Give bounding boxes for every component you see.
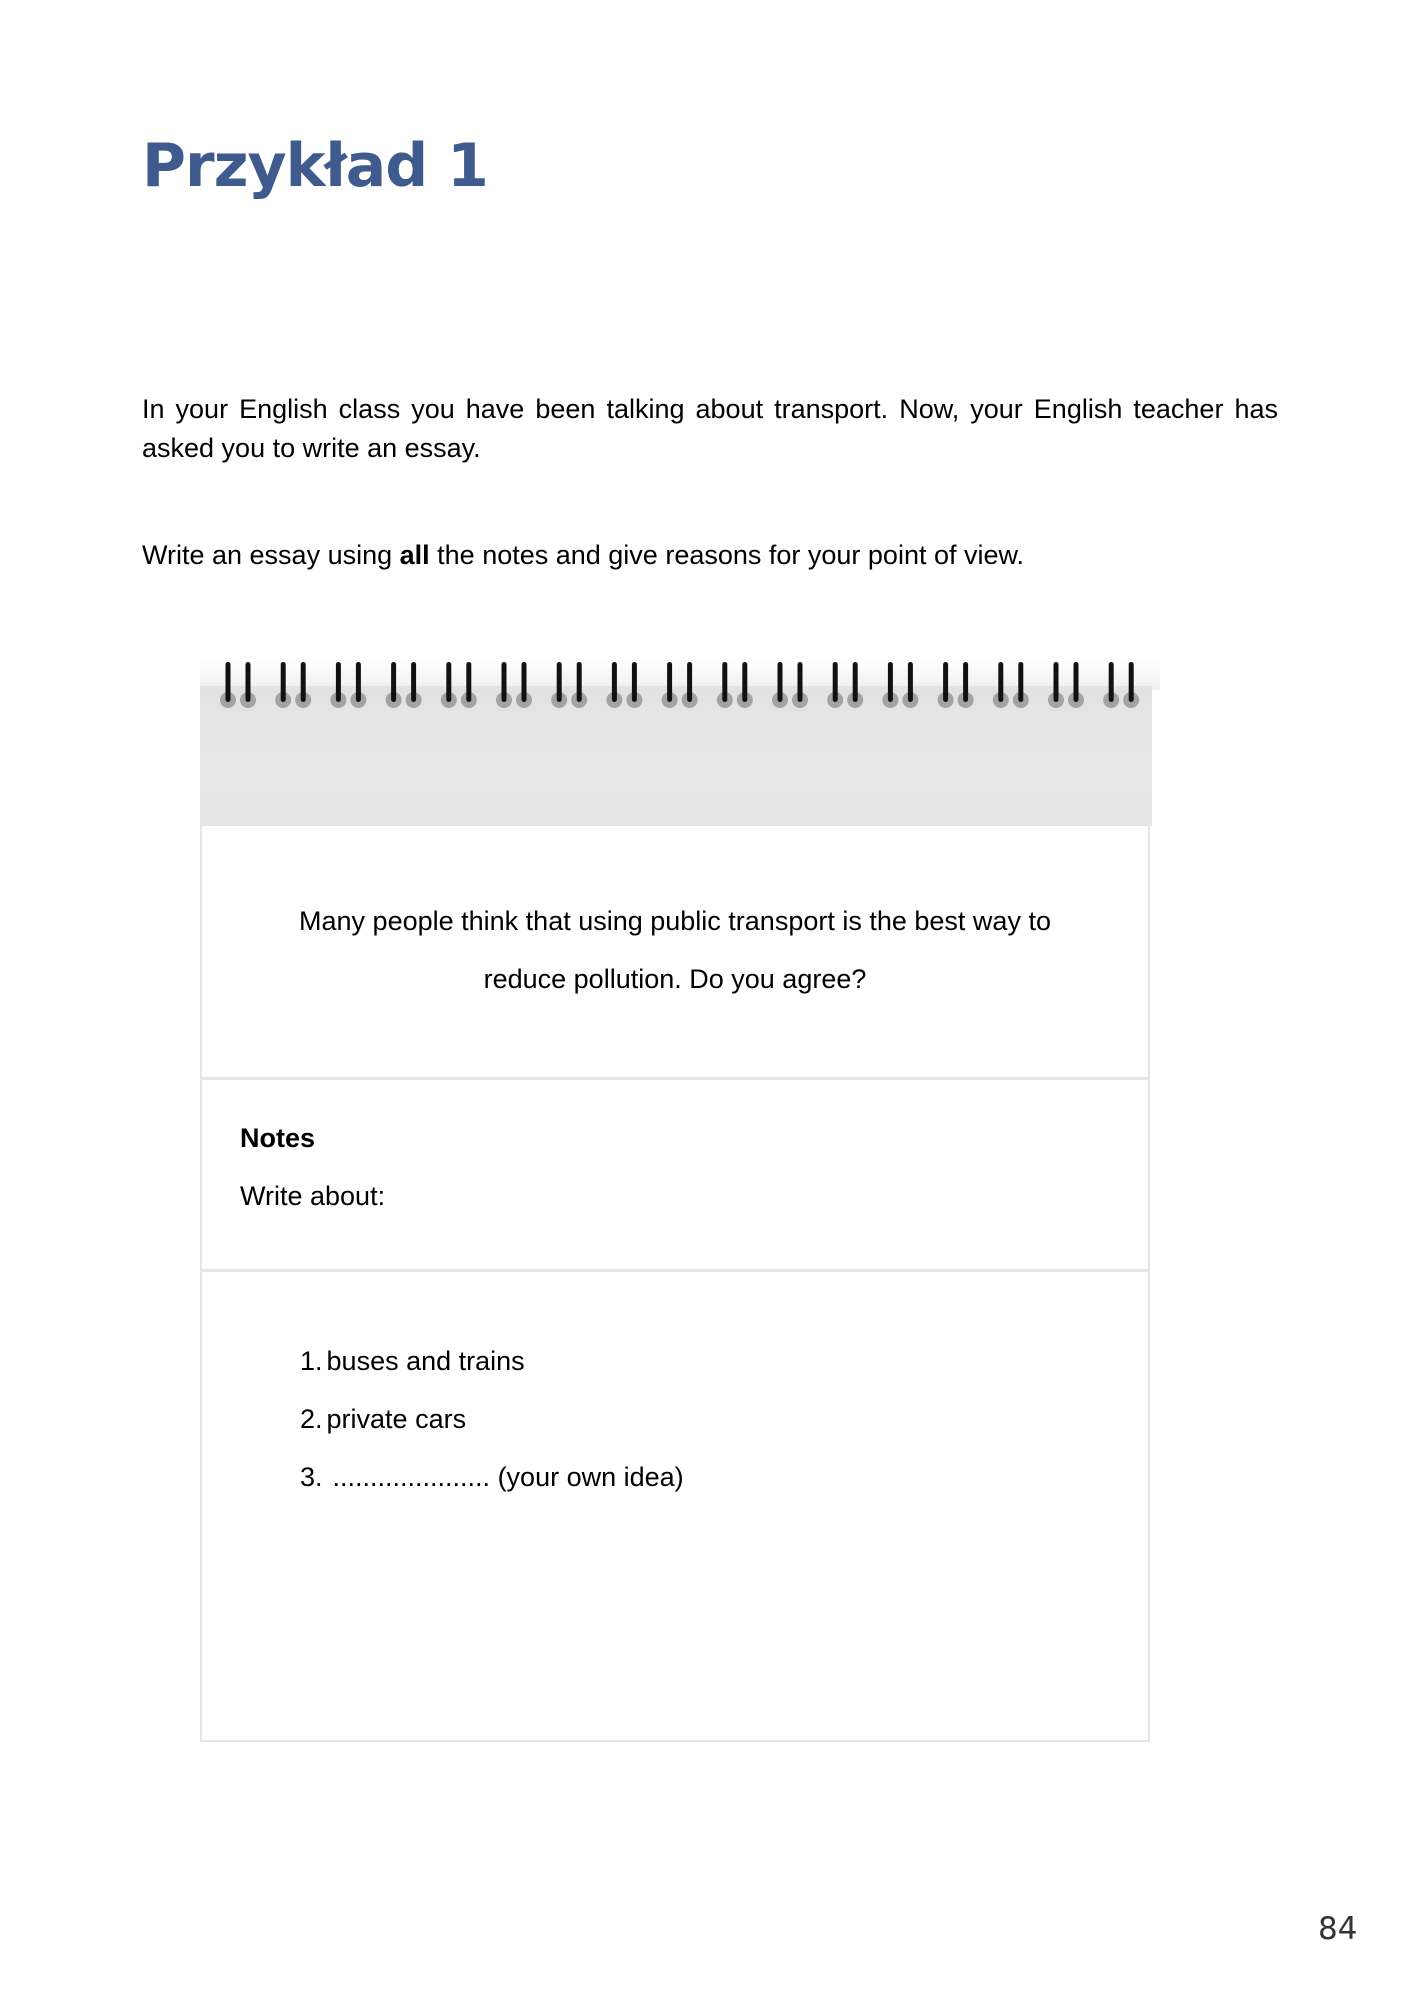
spiral-ring <box>827 662 863 708</box>
spiral-wire <box>1054 662 1059 702</box>
list-item-text: ..................... (your own idea) <box>332 1462 684 1492</box>
spiral-ring <box>220 662 256 708</box>
spiral-wire <box>632 662 637 702</box>
list-item-text: private cars <box>326 1404 467 1434</box>
instruction-paragraph <box>142 536 1024 575</box>
spiral-wire <box>281 662 286 702</box>
notepad-header <box>200 660 1160 826</box>
spiral-ring <box>993 662 1029 708</box>
spiral-ring <box>551 662 587 708</box>
spiral-wire <box>336 662 341 702</box>
spiral-wire <box>998 662 1003 702</box>
spiral-wire <box>557 662 562 702</box>
spiral-wire <box>1018 662 1023 702</box>
spiral-ring <box>386 662 422 708</box>
spiral-wire <box>301 662 306 702</box>
spiral-ring <box>882 662 918 708</box>
spiral-wire <box>742 662 747 702</box>
page-title: Przykład 1 <box>142 131 488 201</box>
list-item-text: buses and trains <box>326 1346 525 1376</box>
list-item-number: 3. <box>300 1462 323 1492</box>
spiral-ring <box>1048 662 1084 708</box>
spiral-wire <box>963 662 968 702</box>
spiral-wire <box>1074 662 1079 702</box>
spiral-ring <box>606 662 642 708</box>
notes-card <box>200 1080 1150 1272</box>
essay-question <box>262 892 1088 1008</box>
list-item-number: 2. <box>300 1404 323 1434</box>
spiral-wire <box>687 662 692 702</box>
spiral-ring <box>1103 662 1139 708</box>
page-number: 84 <box>1318 1911 1358 1947</box>
spiral-wire <box>466 662 471 702</box>
spiral-wire <box>888 662 893 702</box>
spiral-wire <box>667 662 672 702</box>
list-item <box>300 1448 684 1506</box>
list-item <box>300 1390 684 1448</box>
essay-question-line-1: Many people think that using public transport is the best way to <box>299 906 1051 936</box>
instruction-text-before: Write an essay using <box>142 540 400 570</box>
spiral-wire <box>1129 662 1134 702</box>
spiral-wire <box>943 662 948 702</box>
spiral-wire <box>778 662 783 702</box>
notes-subtitle: Write about: <box>240 1181 386 1211</box>
list-item <box>300 1332 684 1390</box>
notes-list <box>300 1332 684 1506</box>
spiral-wire <box>612 662 617 702</box>
essay-question-card <box>200 826 1150 1080</box>
spiral-ring <box>938 662 974 708</box>
instruction-text-after: the notes and give reasons for your point of view. <box>429 540 1025 570</box>
spiral-wire <box>446 662 451 702</box>
spiral-ring <box>772 662 808 708</box>
instruction-emphasis: all <box>399 540 430 570</box>
spiral-wire <box>411 662 416 702</box>
spiral-wire <box>577 662 582 702</box>
spiral-wire <box>356 662 361 702</box>
essay-question-line-2: reduce pollution. Do you agree? <box>483 964 867 994</box>
intro-paragraph: In your English class you have been talking about transport. Now, your English teacher has asked you to write an essay. <box>142 394 1278 463</box>
spiral-wire <box>226 662 231 702</box>
spiral-ring <box>662 662 698 708</box>
spiral-wire <box>502 662 507 702</box>
spiral-wire <box>833 662 838 702</box>
spiral-wire <box>722 662 727 702</box>
spiral-wire <box>798 662 803 702</box>
spiral-ring <box>330 662 366 708</box>
notes-list-card <box>200 1272 1150 1742</box>
spiral-wire <box>522 662 527 702</box>
spiral-binding-icon <box>200 660 1160 720</box>
list-item-number: 1. <box>300 1346 323 1376</box>
spiral-wire <box>391 662 396 702</box>
spiral-ring <box>441 662 477 708</box>
spiral-wire <box>908 662 913 702</box>
spiral-wire <box>853 662 858 702</box>
spiral-wire <box>246 662 251 702</box>
spiral-ring <box>275 662 311 708</box>
notes-title: Notes <box>240 1123 316 1153</box>
spiral-ring <box>717 662 753 708</box>
spiral-ring <box>496 662 532 708</box>
spiral-wire <box>1109 662 1114 702</box>
